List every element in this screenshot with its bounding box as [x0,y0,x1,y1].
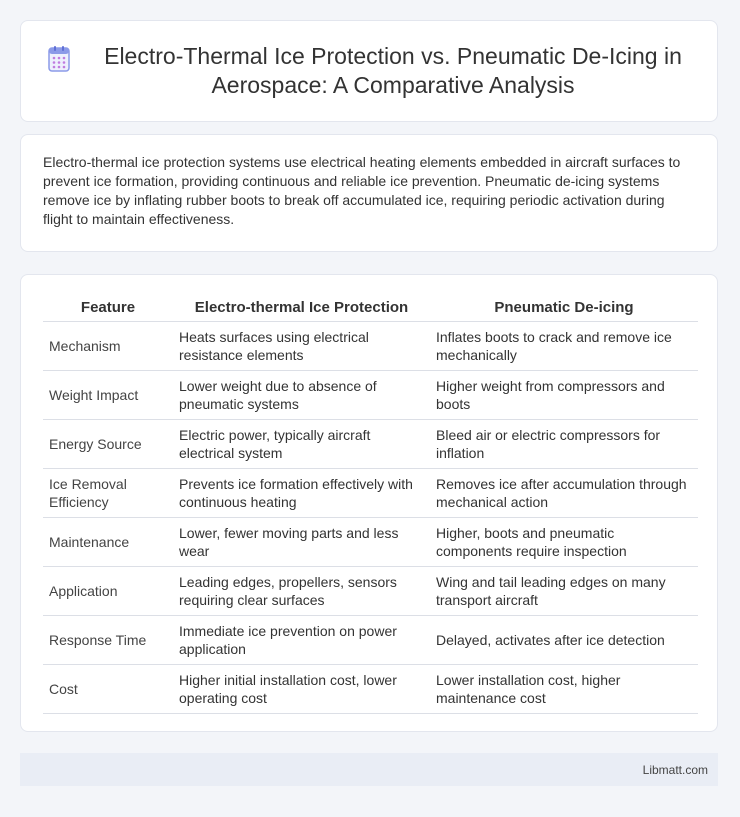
feature-cell: Weight Impact [43,371,173,420]
table-row [43,322,698,371]
table-header-row [43,297,698,322]
electro-thermal-cell: Immediate ice prevention on power application [173,616,430,665]
electro-thermal-cell: Leading edges, propellers, sensors requiring clear surfaces [173,567,430,616]
feature-cell: Response Time [43,616,173,665]
intro-paragraph: Electro-thermal ice protection systems use electrical heating elements embedded in aircraft surfaces to prevent ice formation, providing continuous and reliable ice prevention. Pneumatic de-icing systems remove ice by inflating rubber boots to break off accumulated ice, requiring periodic activation during flight to maintain effectiveness. [43,154,681,227]
table-row [43,518,698,567]
column-header-feature: Feature [43,297,173,322]
comparison-card [20,274,718,732]
pneumatic-cell: Delayed, activates after ice detection [430,616,698,665]
column-header-pneumatic: Pneumatic De-icing [430,297,698,322]
pneumatic-cell: Bleed air or electric compressors for inflation [430,420,698,469]
column-header-electro-thermal: Electro-thermal Ice Protection [173,297,430,322]
document-list-icon [45,45,73,73]
feature-cell: Application [43,567,173,616]
feature-cell: Cost [43,665,173,714]
footer-brand-link[interactable]: Libmatt.com [642,762,708,777]
intro-card [20,134,718,252]
feature-cell: Ice Removal Efficiency [43,469,173,518]
table-row [43,469,698,518]
pneumatic-cell: Higher, boots and pneumatic components require inspection [430,518,698,567]
electro-thermal-cell: Higher initial installation cost, lower operating cost [173,665,430,714]
feature-cell: Mechanism [43,322,173,371]
title-wrap [45,42,693,100]
electro-thermal-cell: Electric power, typically aircraft electrical system [173,420,430,469]
pneumatic-cell: Lower installation cost, higher maintenance cost [430,665,698,714]
footer [20,753,718,786]
comparison-table [43,297,698,714]
page-title: Electro-Thermal Ice Protection vs. Pneumatic De-Icing in Aerospace: A Comparative Analysis [104,43,682,98]
table-row [43,616,698,665]
electro-thermal-cell: Prevents ice formation effectively with continuous heating [173,469,430,518]
pneumatic-cell: Higher weight from compressors and boots [430,371,698,420]
table-row [43,665,698,714]
table-row [43,371,698,420]
electro-thermal-cell: Heats surfaces using electrical resistance elements [173,322,430,371]
pneumatic-cell: Inflates boots to crack and remove ice mechanically [430,322,698,371]
pneumatic-cell: Wing and tail leading edges on many transport aircraft [430,567,698,616]
electro-thermal-cell: Lower, fewer moving parts and less wear [173,518,430,567]
table-row [43,567,698,616]
title-card [20,20,718,122]
feature-cell: Energy Source [43,420,173,469]
table-row [43,420,698,469]
pneumatic-cell: Removes ice after accumulation through mechanical action [430,469,698,518]
electro-thermal-cell: Lower weight due to absence of pneumatic systems [173,371,430,420]
feature-cell: Maintenance [43,518,173,567]
